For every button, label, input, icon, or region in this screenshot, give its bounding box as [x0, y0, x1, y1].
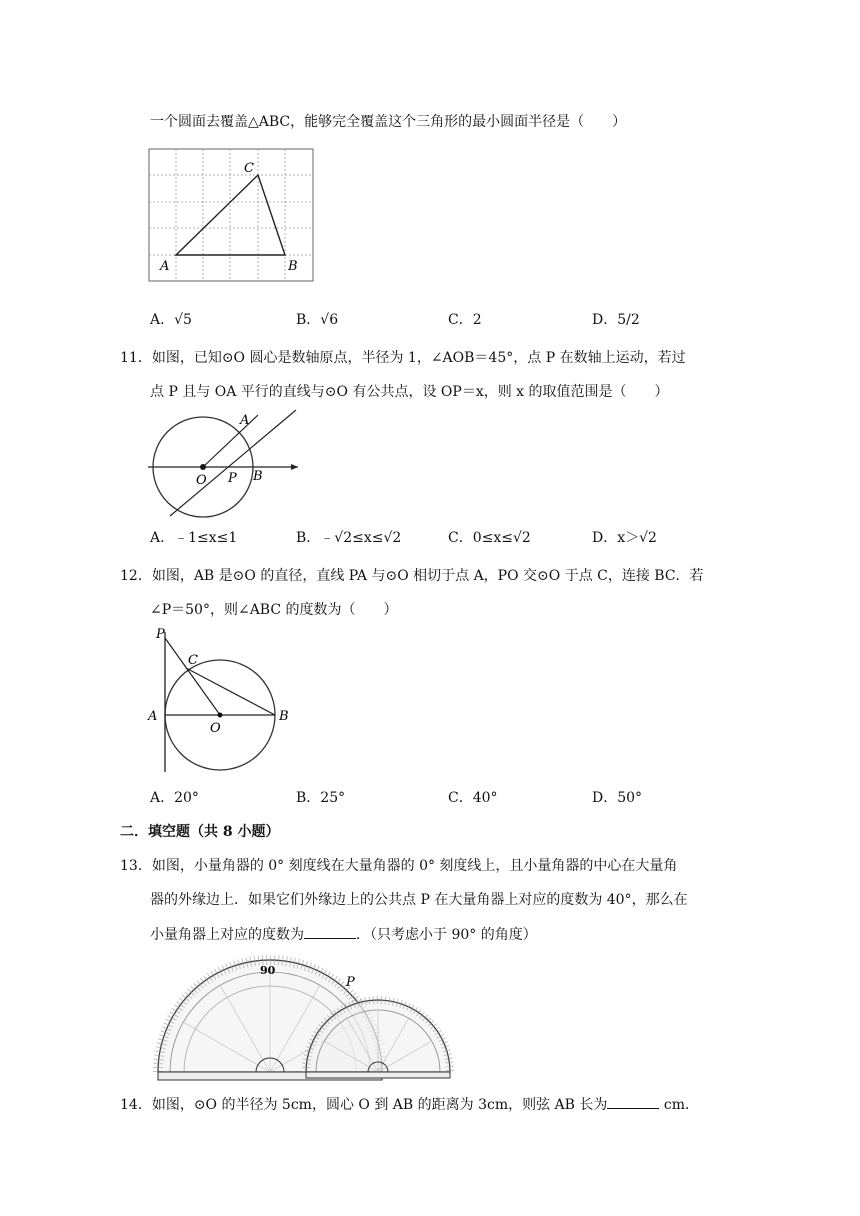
- q10-figure-grid-triangle: [148, 148, 316, 284]
- q14-answer-blank[interactable]: [607, 1094, 659, 1109]
- q12-figure-tangent-circle: [146, 624, 296, 774]
- q11-label-b: B: [253, 469, 263, 484]
- q11-text-line2: 点 P 且与 OA 平行的直线与⊙O 有公共点，设 OP＝x，则 x 的取值范围是（ ）: [150, 384, 669, 400]
- q10-option-c: C．2: [448, 312, 482, 328]
- q12-label-c: C: [188, 653, 198, 668]
- q13-text-line3-start: 小量角器上对应的度数为: [150, 927, 304, 943]
- q13-label-90: 90: [260, 964, 276, 977]
- q13-figure-protractors: [148, 948, 458, 1082]
- q12-label-a: A: [148, 709, 158, 724]
- q13-text-line2: 器的外缘边上．如果它们外缘边上的公共点 P 在大量角器上对应的度数为 40°，那么在: [150, 892, 688, 908]
- q14-text-end: cm．: [659, 1097, 699, 1113]
- q11-option-c: C．0≤x≤√2: [448, 530, 531, 546]
- q14-text: [120, 1094, 699, 1115]
- q11-option-b: B．﹣√2≤x≤√2: [296, 530, 402, 546]
- q14-text-start: 14．如图，⊙O 的半径为 5cm，圆心 O 到 AB 的距离为 3cm，则弦 AB 长为: [120, 1097, 608, 1113]
- q11-figure-circle-numberline: [148, 410, 308, 520]
- q12-label-o: O: [210, 721, 221, 736]
- q10-option-a: A．√5: [150, 312, 192, 328]
- q12-label-p: P: [156, 627, 165, 642]
- q11-label-p: P: [228, 471, 237, 486]
- q12-option-d: D．50°: [592, 790, 643, 806]
- q13-text-line3: [150, 924, 537, 945]
- q12-label-b: B: [279, 709, 289, 724]
- q13-label-p: P: [346, 975, 355, 990]
- q13-text-line1: 13．如图，小量角器的 0° 刻度线在大量角器的 0° 刻度线上，且小量角器的中心在大量角: [120, 858, 678, 874]
- q12-option-c: C．40°: [448, 790, 498, 806]
- q10-text: 一个圆面去覆盖△ABC，能够完全覆盖这个三角形的最小圆面半径是（ ）: [150, 114, 627, 130]
- q12-option-a: A．20°: [150, 790, 199, 806]
- section-heading-fill-in: 二．填空题（共 8 小题）: [120, 824, 280, 840]
- q10-label-a: A: [160, 259, 170, 274]
- q11-label-o: O: [196, 473, 207, 488]
- q10-option-d: D．5/2: [592, 312, 640, 328]
- q12-text-line2: ∠P＝50°，则∠ABC 的度数为（ ）: [150, 602, 398, 618]
- q12-option-b: B．25°: [296, 790, 346, 806]
- q11-option-a: A．﹣1≤x≤1: [150, 530, 238, 546]
- q10-label-b: B: [288, 259, 298, 274]
- q13-answer-blank[interactable]: [304, 924, 356, 939]
- q11-label-a: A: [240, 413, 250, 428]
- q12-text-line1: 12．如图，AB 是⊙O 的直径，直线 PA 与⊙O 相切于点 A，PO 交⊙O 于点 C，连接 BC．若: [120, 568, 704, 584]
- q11-text-line1: 11．如图，已知⊙O 圆心是数轴原点，半径为 1，∠AOB＝45°，点 P 在数轴上运动，若过: [120, 350, 686, 366]
- q13-text-line3-end: ．（只考虑小于 90° 的角度）: [356, 927, 537, 943]
- q10-option-b: B．√6: [296, 312, 339, 328]
- q10-label-c: C: [244, 161, 254, 176]
- q11-option-d: D．x＞√2: [592, 530, 657, 546]
